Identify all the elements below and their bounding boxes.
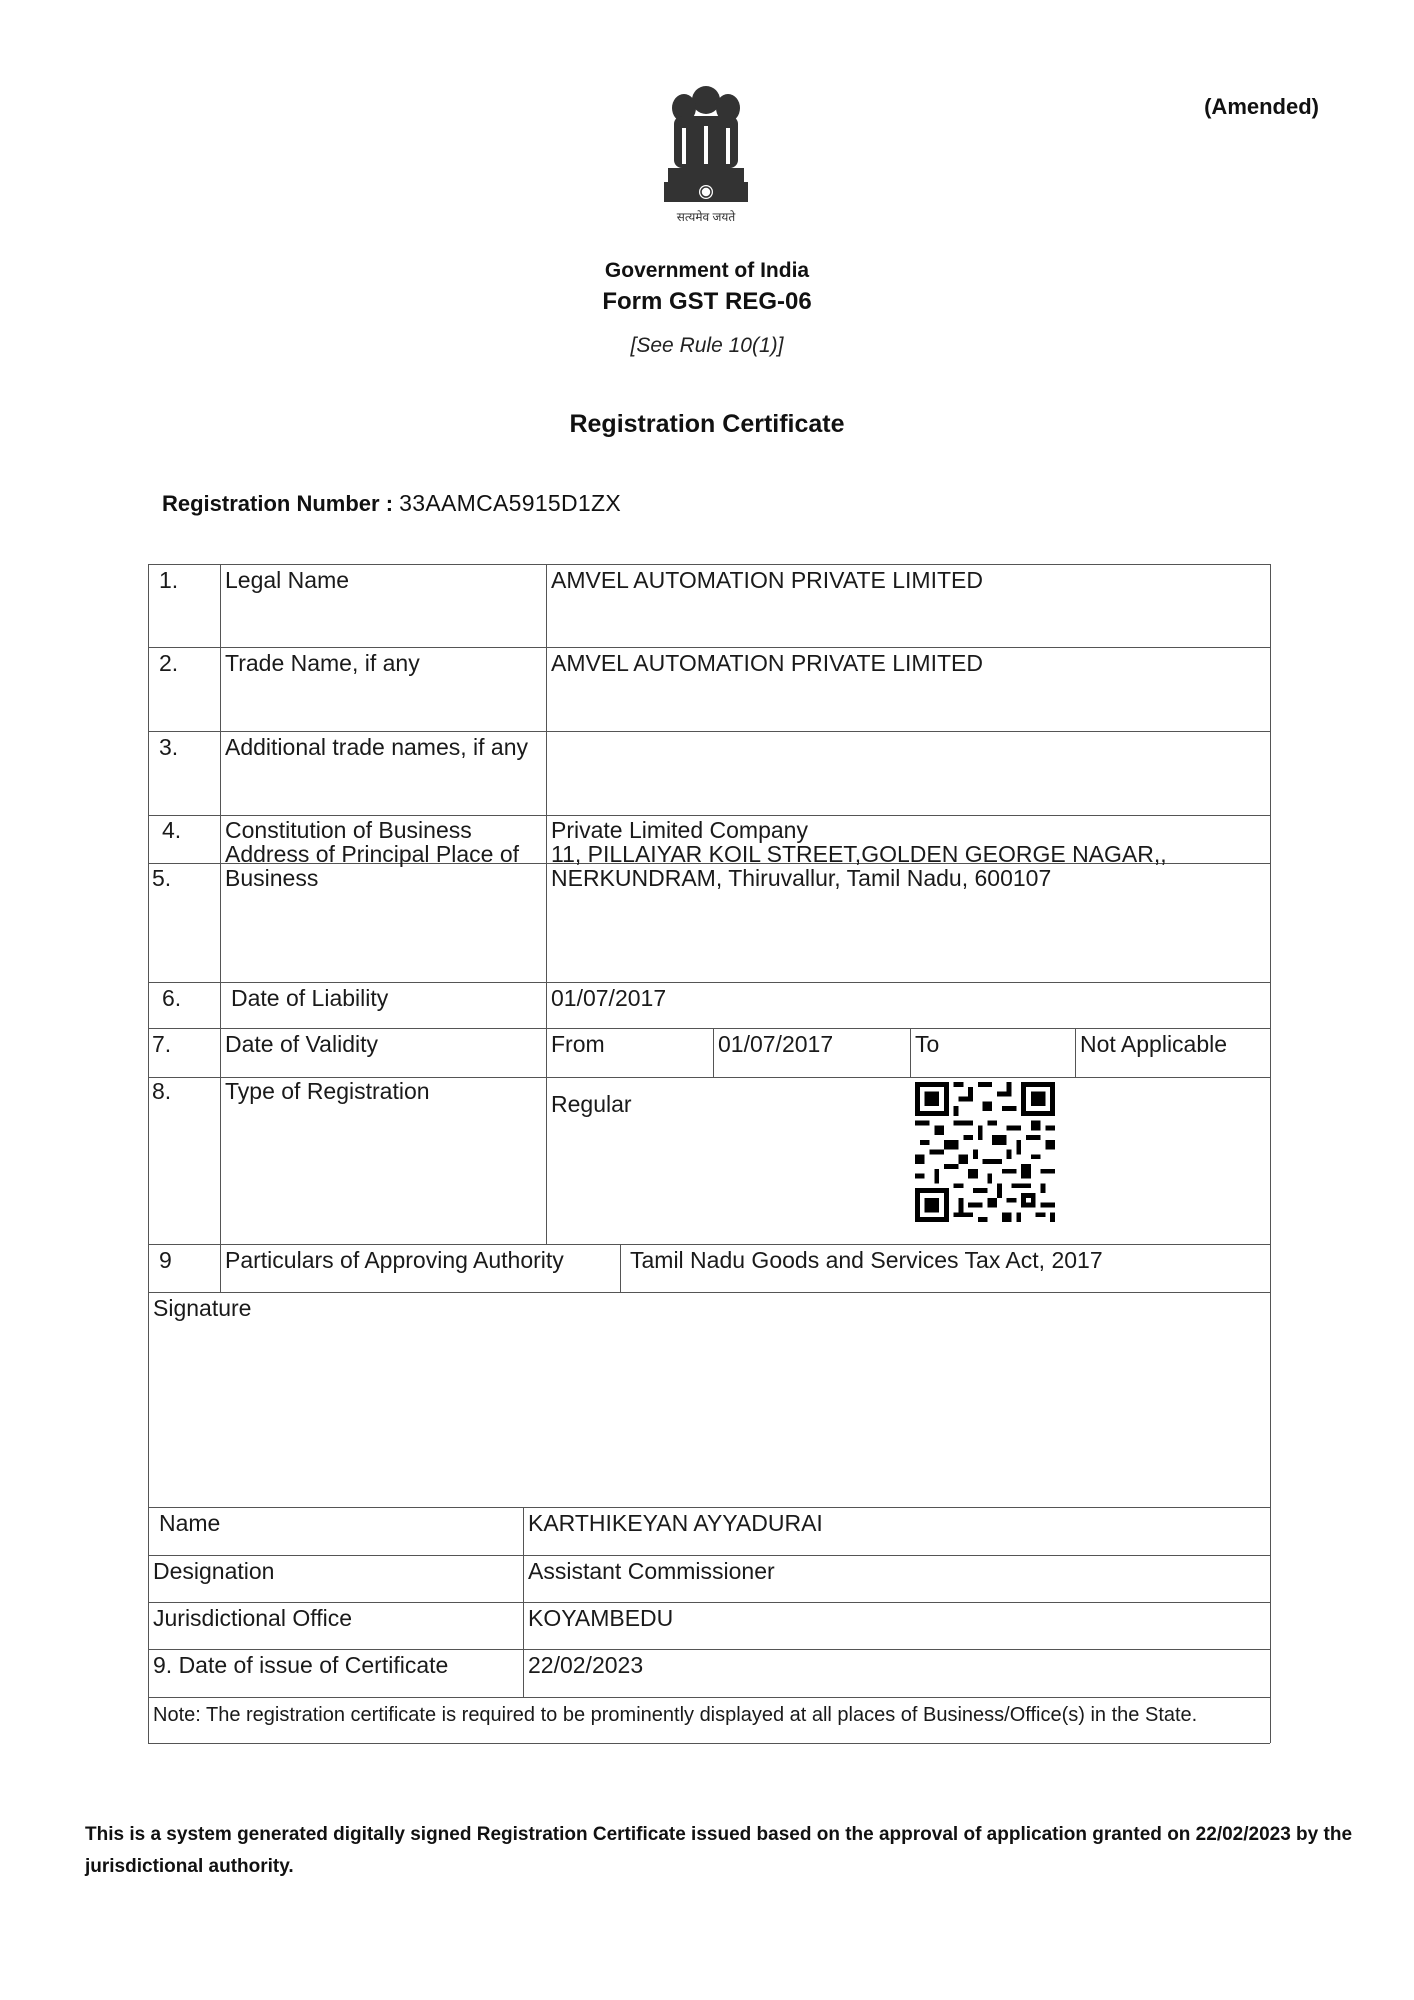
rule-reference: [See Rule 10(1)]	[630, 334, 784, 357]
row-number: 9	[159, 1247, 172, 1273]
legal-name-value: AMVEL AUTOMATION PRIVATE LIMITED	[551, 567, 983, 593]
trade-name-label: Trade Name, if any	[225, 650, 420, 676]
type-of-registration-label: Type of Registration	[225, 1078, 430, 1104]
registration-number-label: Registration Number :	[162, 491, 394, 516]
row-number: 1.	[159, 567, 179, 593]
address-value-line2: NERKUNDRAM, Thiruvallur, Tamil Nadu, 600107	[551, 865, 1052, 891]
government-heading: Government of India	[604, 259, 810, 282]
national-emblem-icon	[660, 78, 752, 228]
designation-value: Assistant Commissioner	[528, 1558, 775, 1584]
date-of-issue-value: 22/02/2023	[528, 1652, 644, 1678]
legal-name-label: Legal Name	[225, 567, 350, 593]
jurisdictional-office-value: KOYAMBEDU	[528, 1605, 674, 1631]
address-value-line1: 11, PILLAIYAR KOIL STREET,GOLDEN GEORGE NAGAR,,	[551, 841, 1167, 867]
validity-from-label: From	[551, 1031, 605, 1057]
date-of-issue-label: 9. Date of issue of Certificate	[153, 1652, 449, 1678]
date-of-liability-value: 01/07/2017	[551, 985, 667, 1011]
signatory-name-label: Name	[159, 1510, 221, 1536]
registration-number	[162, 490, 621, 517]
approving-authority-label: Particulars of Approving Authority	[225, 1247, 564, 1273]
row-number: 2.	[159, 650, 179, 676]
date-of-liability-label: Date of Liability	[231, 985, 389, 1011]
row-number: 6.	[162, 985, 182, 1011]
validity-from-value: 01/07/2017	[718, 1031, 834, 1057]
additional-trade-names-label: Additional trade names, if any	[225, 734, 529, 760]
date-of-validity-label: Date of Validity	[225, 1031, 378, 1057]
trade-name-value: AMVEL AUTOMATION PRIVATE LIMITED	[551, 650, 983, 676]
amended-label: (Amended)	[1204, 94, 1319, 119]
row-number: 5.	[152, 865, 172, 891]
designation-label: Designation	[153, 1558, 275, 1584]
row-number: 4.	[162, 817, 182, 843]
form-title: Form GST REG-06	[602, 288, 812, 315]
validity-to-label: To	[915, 1031, 940, 1057]
jurisdictional-office-label: Jurisdictional Office	[153, 1605, 352, 1631]
row-number: 7.	[152, 1031, 172, 1057]
signature-label: Signature	[153, 1295, 252, 1321]
emblem-motto: सत्यमेव जयते	[676, 210, 736, 224]
qr-code-icon	[915, 1082, 1055, 1222]
row-number: 3.	[159, 734, 179, 760]
constitution-label: Constitution of Business	[225, 817, 472, 843]
constitution-value: Private Limited Company	[551, 817, 808, 843]
registration-number-value: 33AAMCA5915D1ZX	[399, 490, 621, 516]
row-number: 8.	[152, 1078, 172, 1104]
display-note: Note: The registration certificate is required to be prominently displayed at all places of Business/Office(s) in the State.	[153, 1704, 1198, 1726]
validity-to-value: Not Applicable	[1080, 1031, 1228, 1057]
system-generated-footer: This is a system generated digitally signed Registration Certificate issued based on the approval of application granted on 22/02/2023 by the jurisdictional authority.	[85, 1824, 1353, 1877]
certificate-title: Registration Certificate	[569, 410, 845, 438]
type-of-registration-value: Regular	[551, 1091, 632, 1117]
signatory-name-value: KARTHIKEYAN AYYADURAI	[528, 1510, 823, 1536]
address-label-line2: Business	[225, 865, 319, 891]
address-label-line1: Address of Principal Place of	[225, 841, 520, 867]
approving-authority-value: Tamil Nadu Goods and Services Tax Act, 2017	[630, 1247, 1103, 1273]
